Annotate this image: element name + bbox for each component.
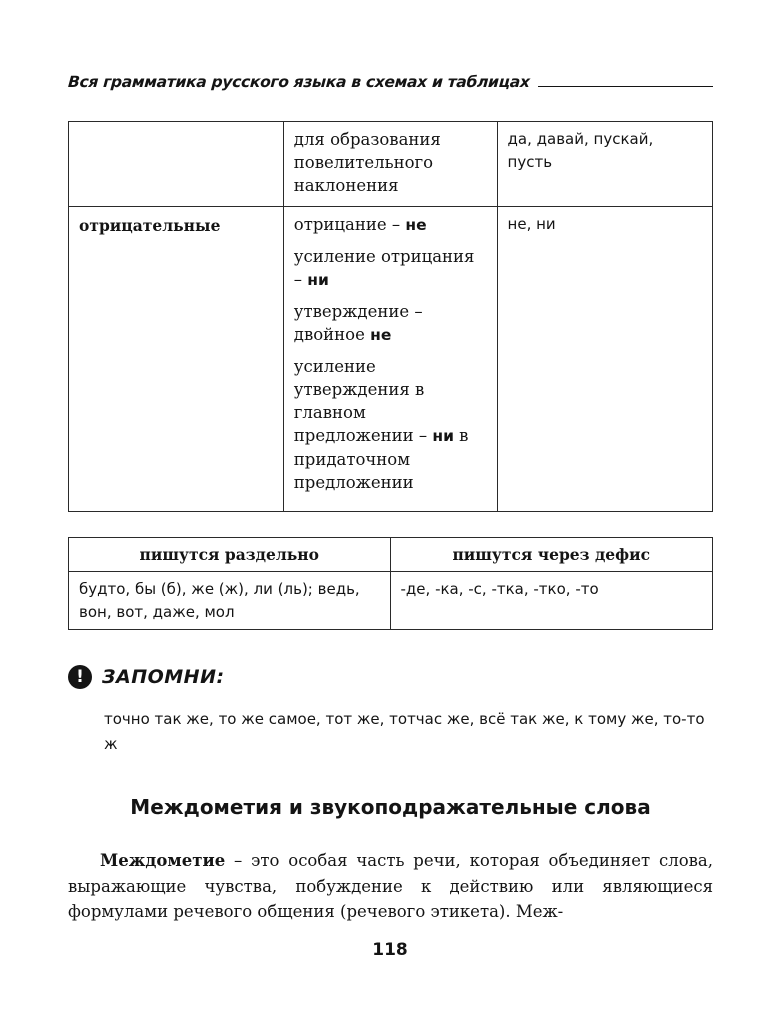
book-title: Вся грамматика русского языка в схемах и таблицах [67,72,531,91]
table-row [69,572,713,630]
meaning-text: усиление отрицания – [293,247,475,289]
remember-text: точно так же, то же самое, тот же, тотчас же, всё так же, к тому же, то-то ж [104,710,705,753]
term: Междометие [100,851,226,870]
meaning-cell [283,207,497,512]
meaning-text: утверждение – двойное [293,302,423,344]
meaning-item [294,213,487,237]
meaning-text: усиление утверждения в главном предложении – [293,357,433,445]
remember-callout [68,665,225,689]
particle: не [370,326,392,344]
particles-table [68,121,713,512]
remember-label: ЗАПОМНИ: [102,665,225,688]
meaning-item: для образования повелительного наклонения [293,130,441,195]
particle: не [405,216,427,234]
table-cell: будто, бы (б), же (ж), ли (ль); ведь, вон, вот, даже, мол [69,572,391,630]
running-header [68,62,713,90]
body-paragraph [68,848,713,925]
column-header: пишутся через дефис [390,538,712,572]
meaning-item [294,245,487,292]
particle: ни [307,271,329,289]
meaning-item [294,300,487,347]
meaning-item [294,355,487,494]
category-cell: отрицательные [69,207,284,512]
table-header-row [69,538,713,572]
examples-cell: да, давай, пускай, пусть [497,122,712,207]
table-row [69,122,713,207]
spelling-table [68,537,713,630]
exclamation-icon: ! [68,665,92,689]
category-cell [69,122,284,207]
meaning-cell [283,122,497,207]
table-row [69,207,713,512]
particle: ни [432,427,454,445]
examples-cell: не, ни [497,207,712,512]
paragraph-text: – это особая часть речи, которая объединяет слова, выражающие чувства, побуждение к действию или являющиеся формулами речевого общения (речевого этикета). Меж- [68,851,713,921]
table-cell: -де, -ка, -с, -тка, -тко, -то [390,572,712,630]
meaning-tail: в придаточном предложении [293,426,469,492]
header-rule [538,86,713,87]
page-number: 118 [372,940,408,960]
column-header: пишутся раздельно [69,538,391,572]
meaning-text: отрицание – [293,215,406,234]
section-heading: Междометия и звукоподражательные слова [130,795,651,819]
